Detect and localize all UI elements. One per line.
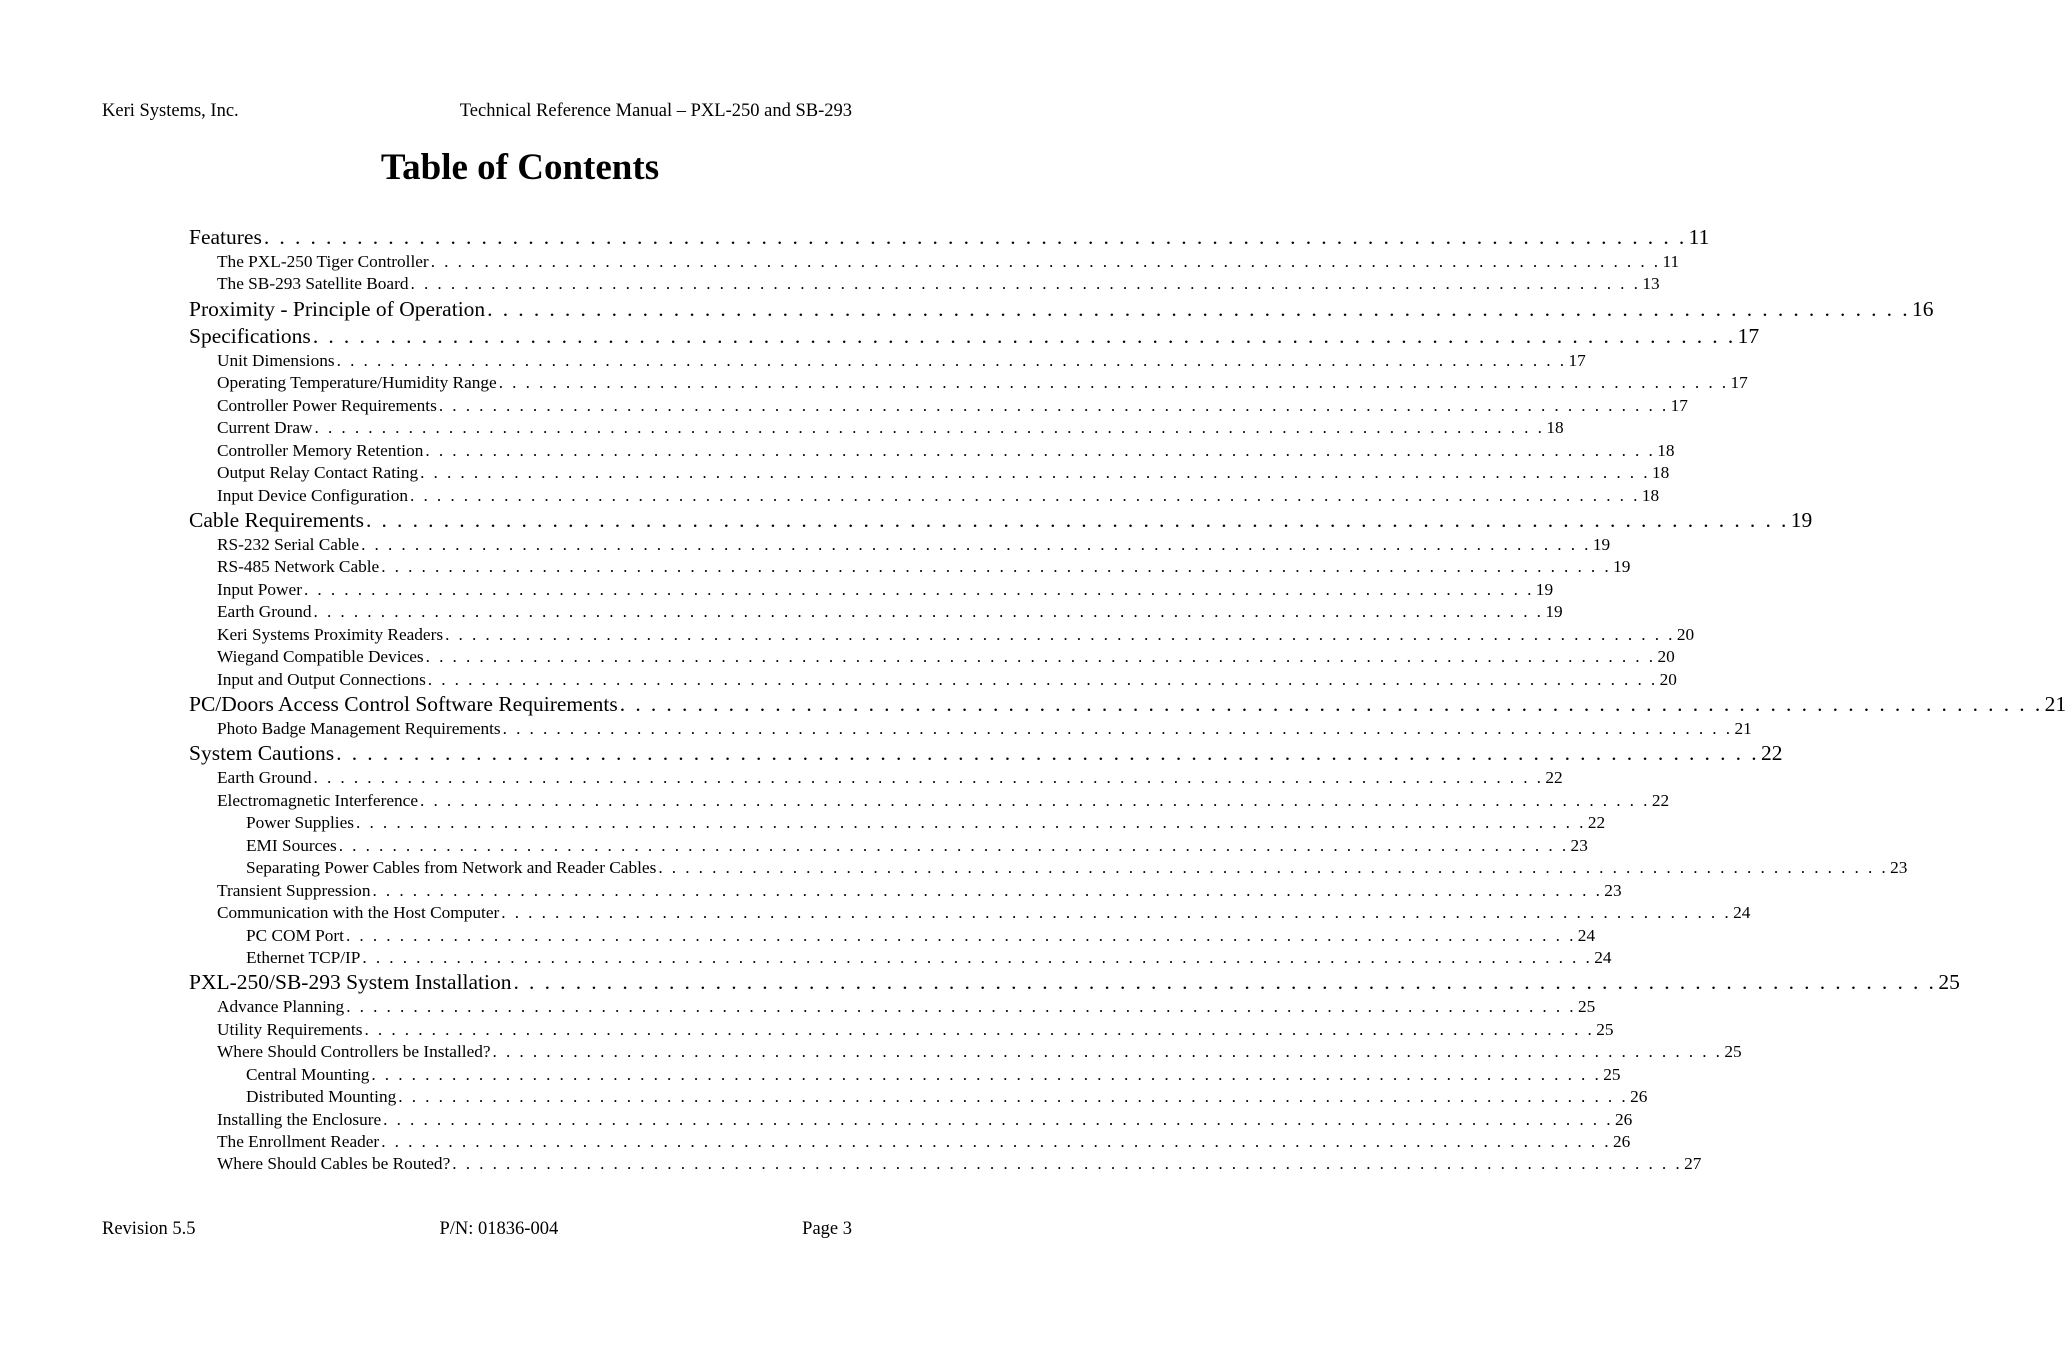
toc-entry-page: 18	[1641, 485, 1660, 505]
toc-leader-dots: . . . . . . . . . . . . . . . . . . . . . . . . . . . . . . . . . . . . . . . . . . . . . . . . . . . . . . . . . . . . . . . . . . . . . . . . . . . . . . . . . . . . . . . . . . . .	[313, 602, 1544, 622]
page-header	[102, 100, 852, 122]
toc-leader-dots: . . . . . . . . . . . . . . . . . . . . . . . . . . . . . . . . . . . . . . . . . . . . . . . . . . . . . . . . . . . . . . . . . . . . . . . . . . . . . . . . . . . . . . . . . . . .	[427, 669, 1658, 689]
toc-entry[interactable]	[189, 880, 1622, 902]
toc-entry[interactable]	[189, 1086, 1648, 1108]
toc-entry-title: The Enrollment Reader	[217, 1132, 380, 1151]
toc-entry[interactable]	[189, 440, 1675, 462]
toc-entry[interactable]	[189, 579, 1554, 601]
toc-leader-dots: . . . . . . . . . . . . . . . . . . . . . . . . . . . . . . . . . . . . . . . . . . . . . . . . . . . . . . . . . . . . . . . . . . . . . . . . . . . . . . . . . . . . . . . . . . . .	[438, 395, 1669, 415]
toc-entry[interactable]	[189, 534, 1611, 556]
toc-leader-dots: . . . . . . . . . . . . . . . . . . . . . . . . . . . . . . . . . . . . . . . . . . . . . . . . . . . . . . . . . . . . . . . . . . . . . . . . . . . . . . . . . . . . . . . . . . . .	[410, 274, 1641, 294]
toc-entry-page: 23	[1890, 858, 1908, 878]
header-manual-title: Technical Reference Manual – PXL-250 and SB-293	[459, 101, 852, 121]
toc-entry-page: 27	[1684, 1154, 1702, 1174]
toc-entry-title: RS-232 Serial Cable	[217, 534, 360, 554]
toc-leader-dots: . . . . . . . . . . . . . . . . . . . . . . . . . . . . . . . . . . . . . . . . . . . . . . . . . . . . . . . . . . . . . . . . . . . . . . . . . . . . . . . . . . . . . . . . . . . .	[502, 719, 1733, 738]
toc-entry[interactable]	[189, 417, 1564, 439]
toc-entry-page: 19	[1592, 534, 1611, 554]
toc-entry[interactable]	[189, 902, 1751, 924]
toc-entry-page: 17	[1737, 323, 1760, 348]
toc-entry[interactable]	[189, 947, 1612, 969]
toc-leader-dots: . . . . . . . . . . . . . . . . . . . . . . . . . . . . . . . . . . . . . . . . . . . . . . . . . . . . . . . . . . . . . . . . . . . . . . . . . . . . . . . . . . . . . . . . . . . .	[513, 970, 1937, 995]
toc-leader-dots: . . . . . . . . . . . . . . . . . . . . . . . . . . . . . . . . . . . . . . . . . . . . . . . . . . . . . . . . . . . . . . . . . . . . . . . . . . . . . . . . . . . . . . . . . . . .	[362, 947, 1593, 967]
toc-entry-title: Electromagnetic Interference	[217, 790, 419, 810]
toc-entry-page: 16	[1912, 296, 1934, 321]
toc-leader-dots: . . . . . . . . . . . . . . . . . . . . . . . . . . . . . . . . . . . . . . . . . . . . . . . . . . . . . . . . . . . . . . . . . . . . . . . . . . . . . . . . . . . . . . . . . . . .	[445, 624, 1675, 644]
toc-entry-title: Input and Output Connections	[217, 669, 426, 689]
toc-entry-title: Power Supplies	[246, 813, 355, 833]
toc-leader-dots: . . . . . . . . . . . . . . . . . . . . . . . . . . . . . . . . . . . . . . . . . . . . . . . . . . . . . . . . . . . . . . . . . . . . . . . . . . . . . . . . . . . . . . . . . . . .	[313, 768, 1544, 788]
toc-entry-page: 18	[1651, 463, 1670, 483]
toc-leader-dots: . . . . . . . . . . . . . . . . . . . . . . . . . . . . . . . . . . . . . . . . . . . . . . . . . . . . . . . . . . . . . . . . . . . . . . . . . . . . . . . . . . . . . . . . . . . .	[492, 1042, 1723, 1062]
toc-entry-page: 20	[1657, 647, 1675, 667]
toc-entry[interactable]	[189, 251, 1680, 273]
toc-entry-page: 18	[1657, 440, 1675, 460]
toc-entry[interactable]	[189, 224, 1710, 251]
toc-entry[interactable]	[189, 1064, 1621, 1086]
toc-entry[interactable]	[189, 646, 1675, 668]
toc-leader-dots: . . . . . . . . . . . . . . . . . . . . . . . . . . . . . . . . . . . . . . . . . . . . . . . . . . . . . . . . . . . . . . . . . . . . . . . . . . . . . . . . . . . . . . . . . . . .	[346, 997, 1577, 1017]
toc-leader-dots: . . . . . . . . . . . . . . . . . . . . . . . . . . . . . . . . . . . . . . . . . . . . . . . . . . . . . . . . . . . . . . . . . . . . . . . . . . . . . . . . . . . . . . . . . . . .	[336, 741, 1759, 766]
toc-entry-page: 25	[1724, 1042, 1742, 1062]
toc-entry[interactable]	[189, 485, 1660, 507]
toc-entry-page: 13	[1642, 274, 1660, 294]
toc-entry-title: Installing the Enclosure	[217, 1109, 382, 1129]
toc-entry-title: PXL-250/SB-293 System Installation	[189, 970, 512, 995]
toc-entry[interactable]	[189, 740, 1783, 767]
toc-leader-dots: . . . . . . . . . . . . . . . . . . . . . . . . . . . . . . . . . . . . . . . . . . . . . . . . . . . . . . . . . . . . . . . . . . . . . . . . . . . . . . . . . . . . . . . . . . . .	[430, 252, 1661, 271]
toc-entry-title: Transient Suppression	[217, 880, 371, 900]
toc-entry[interactable]	[189, 462, 1670, 484]
toc-leader-dots: . . . . . . . . . . . . . . . . . . . . . . . . . . . . . . . . . . . . . . . . . . . . . . . . . . . . . . . . . . . . . . . . . . . . . . . . . . . . . . . . . . . . . . . . . . . .	[498, 373, 1729, 393]
toc-entry[interactable]	[189, 1131, 1631, 1153]
toc-entry-title: Earth Ground	[217, 602, 312, 622]
toc-entry[interactable]	[189, 507, 1813, 534]
toc-leader-dots: . . . . . . . . . . . . . . . . . . . . . . . . . . . . . . . . . . . . . . . . . . . . . . . . . . . . . . . . . . . . . . . . . . . . . . . . . . . . . . . . . . . . . . . . . . . .	[303, 579, 1534, 599]
toc-leader-dots: . . . . . . . . . . . . . . . . . . . . . . . . . . . . . . . . . . . . . . . . . . . . . . . . . . . . . . . . . . . . . . . . . . . . . . . . . . . . . . . . . . . . . . . . . . . .	[314, 418, 1545, 438]
toc-leader-dots: . . . . . . . . . . . . . . . . . . . . . . . . . . . . . . . . . . . . . . . . . . . . . . . . . . . . . . . . . . . . . . . . . . . . . . . . . . . . . . . . . . . . . . . . . . . .	[361, 534, 1591, 554]
toc-entry[interactable]	[189, 296, 1934, 323]
toc-entry-title: Wiegand Compatible Devices	[217, 647, 424, 667]
toc-entry-page: 22	[1760, 741, 1783, 766]
toc-entry-title: Earth Ground	[217, 768, 312, 788]
toc-entry-page: 25	[1578, 997, 1596, 1017]
toc-leader-dots: . . . . . . . . . . . . . . . . . . . . . . . . . . . . . . . . . . . . . . . . . . . . . . . . . . . . . . . . . . . . . . . . . . . . . . . . . . . . . . . . . . . . . . . . . . . .	[420, 790, 1650, 810]
page-footer	[102, 1218, 852, 1240]
footer-revision: Revision 5.5	[102, 1219, 196, 1239]
toc-entry-title: Unit Dimensions	[217, 350, 335, 370]
toc-entry[interactable]	[189, 323, 1760, 350]
toc-leader-dots: . . . . . . . . . . . . . . . . . . . . . . . . . . . . . . . . . . . . . . . . . . . . . . . . . . . . . . . . . . . . . . . . . . . . . . . . . . . . . . . . . . . . . . . . . . . .	[381, 557, 1612, 577]
toc-leader-dots: . . . . . . . . . . . . . . . . . . . . . . . . . . . . . . . . . . . . . . . . . . . . . . . . . . . . . . . . . . . . . . . . . . . . . . . . . . . . . . . . . . . . . . . . . . . .	[372, 880, 1603, 900]
toc-entry-page: 22	[1545, 768, 1563, 788]
toc-entry-page: 17	[1730, 373, 1748, 393]
toc-entry-page: 24	[1577, 925, 1596, 945]
toc-entry-title: Utility Requirements	[217, 1019, 363, 1039]
toc-entry-title: Controller Memory Retention	[217, 440, 424, 460]
toc-entry-title: Where Should Controllers be Installed?	[217, 1042, 491, 1062]
toc-entry[interactable]	[189, 969, 1960, 996]
toc-entry-page: 25	[1938, 970, 1960, 995]
toc-leader-dots: . . . . . . . . . . . . . . . . . . . . . . . . . . . . . . . . . . . . . . . . . . . . . . . . . . . . . . . . . . . . . . . . . . . . . . . . . . . . . . . . . . . . . . . . . . . .	[398, 1087, 1629, 1107]
toc-entry[interactable]	[189, 395, 1688, 417]
toc-leader-dots: . . . . . . . . . . . . . . . . . . . . . . . . . . . . . . . . . . . . . . . . . . . . . . . . . . . . . . . . . . . . . . . . . . . . . . . . . . . . . . . . . . . . . . . . . . . .	[381, 1132, 1612, 1151]
toc-entry-title: Photo Badge Management Requirements	[217, 719, 501, 738]
toc-entry-title: Keri Systems Proximity Readers	[217, 624, 444, 644]
toc-entry-page: 22	[1587, 813, 1606, 833]
toc-entry[interactable]	[189, 601, 1563, 623]
toc-leader-dots: . . . . . . . . . . . . . . . . . . . . . . . . . . . . . . . . . . . . . . . . . . . . . . . . . . . . . . . . . . . . . . . . . . . . . . . . . . . . . . . . . . . . . . . . . . . .	[364, 1019, 1595, 1039]
toc-entry[interactable]	[189, 996, 1596, 1018]
table-of-contents	[189, 224, 2066, 1176]
toc-entry-title: RS-485 Network Cable	[217, 557, 380, 577]
toc-leader-dots: . . . . . . . . . . . . . . . . . . . . . . . . . . . . . . . . . . . . . . . . . . . . . . . . . . . . . . . . . . . . . . . . . . . . . . . . . . . . . . . . . . . . . . . . . . . .	[365, 507, 1789, 532]
toc-entry-title: Cable Requirements	[189, 507, 364, 532]
footer-part-number: P/N: 01836-004	[439, 1219, 559, 1239]
toc-leader-dots: . . . . . . . . . . . . . . . . . . . . . . . . . . . . . . . . . . . . . . . . . . . . . . . . . . . . . . . . . . . . . . . . . . . . . . . . . . . . . . . . . . . . . . . . . . . .	[420, 463, 1650, 483]
toc-entry-page: 19	[1613, 557, 1631, 577]
toc-entry-page: 11	[1688, 225, 1710, 249]
header-company: Keri Systems, Inc.	[102, 101, 239, 121]
toc-entry-page: 23	[1604, 880, 1622, 900]
toc-entry-title: Communication with the Host Computer	[217, 903, 500, 923]
toc-entry-title: Specifications	[189, 323, 311, 348]
toc-leader-dots: . . . . . . . . . . . . . . . . . . . . . . . . . . . . . . . . . . . . . . . . . . . . . . . . . . . . . . . . . . . . . . . . . . . . . . . . . . . . . . . . . . . . . . . . . . . .	[487, 296, 1910, 321]
toc-entry-title: Current Draw	[217, 418, 313, 438]
toc-entry[interactable]	[189, 691, 2066, 718]
toc-entry-title: EMI Sources	[246, 835, 337, 855]
toc-leader-dots: . . . . . . . . . . . . . . . . . . . . . . . . . . . . . . . . . . . . . . . . . . . . . . . . . . . . . . . . . . . . . . . . . . . . . . . . . . . . . . . . . . . . . . . . . . . .	[345, 925, 1576, 945]
toc-leader-dots: . . . . . . . . . . . . . . . . . . . . . . . . . . . . . . . . . . . . . . . . . . . . . . . . . . . . . . . . . . . . . . . . . . . . . . . . . . . . . . . . . . . . . . . . . . . .	[501, 903, 1732, 923]
toc-leader-dots: . . . . . . . . . . . . . . . . . . . . . . . . . . . . . . . . . . . . . . . . . . . . . . . . . . . . . . . . . . . . . . . . . . . . . . . . . . . . . . . . . . . . . . . . . . . .	[410, 485, 1640, 505]
toc-entry-title: Distributed Mounting	[246, 1087, 397, 1107]
toc-entry-page: 19	[1790, 507, 1813, 532]
toc-entry-title: PC COM Port	[246, 925, 344, 945]
toc-entry-page: 25	[1596, 1019, 1614, 1039]
toc-entry-title: Input Device Configuration	[217, 485, 409, 505]
toc-leader-dots: . . . . . . . . . . . . . . . . . . . . . . . . . . . . . . . . . . . . . . . . . . . . . . . . . . . . . . . . . . . . . . . . . . . . . . . . . . . . . . . . . . . . . . . . . . . .	[312, 323, 1736, 348]
toc-entry-page: 25	[1603, 1064, 1621, 1084]
toc-entry[interactable]	[189, 1019, 1614, 1041]
toc-entry[interactable]	[189, 835, 1588, 857]
toc-entry-title: Controller Power Requirements	[217, 395, 437, 415]
toc-entry-title: Input Power	[217, 579, 302, 599]
toc-entry-title: System Cautions	[189, 741, 335, 766]
toc-entry-title: Ethernet TCP/IP	[246, 947, 361, 967]
toc-entry-title: Proximity - Principle of Operation	[189, 296, 486, 321]
toc-entry-page: 26	[1613, 1132, 1631, 1151]
toc-leader-dots: . . . . . . . . . . . . . . . . . . . . . . . . . . . . . . . . . . . . . . . . . . . . . . . . . . . . . . . . . . . . . . . . . . . . . . . . . . . . . . . . . . . . . . . . . . . .	[619, 692, 2043, 716]
toc-entry[interactable]	[189, 790, 1670, 812]
toc-entry[interactable]	[189, 624, 1695, 646]
toc-leader-dots: . . . . . . . . . . . . . . . . . . . . . . . . . . . . . . . . . . . . . . . . . . . . . . . . . . . . . . . . . . . . . . . . . . . . . . . . . . . . . . . . . . . . . . . . . . . .	[658, 858, 1889, 878]
toc-entry[interactable]	[189, 556, 1631, 578]
toc-entry[interactable]	[189, 857, 1908, 879]
toc-entry-title: The PXL-250 Tiger Controller	[217, 252, 429, 271]
toc-entry[interactable]	[189, 718, 1752, 740]
toc-entry-title: Output Relay Contact Rating	[217, 463, 419, 483]
toc-leader-dots: . . . . . . . . . . . . . . . . . . . . . . . . . . . . . . . . . . . . . . . . . . . . . . . . . . . . . . . . . . . . . . . . . . . . . . . . . . . . . . . . . . . . . . . . . . . .	[425, 647, 1656, 667]
toc-entry-page: 22	[1651, 790, 1670, 810]
toc-entry[interactable]	[189, 1041, 1742, 1063]
toc-leader-dots: . . . . . . . . . . . . . . . . . . . . . . . . . . . . . . . . . . . . . . . . . . . . . . . . . . . . . . . . . . . . . . . . . . . . . . . . . . . . . . . . . . . . . . . . . . . .	[371, 1064, 1602, 1084]
toc-entry[interactable]	[189, 767, 1563, 789]
toc-entry[interactable]	[189, 812, 1606, 834]
toc-leader-dots: . . . . . . . . . . . . . . . . . . . . . . . . . . . . . . . . . . . . . . . . . . . . . . . . . . . . . . . . . . . . . . . . . . . . . . . . . . . . . . . . . . . . . . . . . . . .	[383, 1109, 1613, 1129]
toc-entry-page: 20	[1659, 669, 1677, 689]
toc-leader-dots: . . . . . . . . . . . . . . . . . . . . . . . . . . . . . . . . . . . . . . . . . . . . . . . . . . . . . . . . . . . . . . . . . . . . . . . . . . . . . . . . . . . . . . . . . . . .	[263, 225, 1687, 249]
toc-entry-page: 20	[1676, 624, 1695, 644]
toc-entry-title: The SB-293 Satellite Board	[217, 274, 409, 294]
toc-entry-page: 19	[1545, 602, 1563, 622]
toc-entry[interactable]	[189, 372, 1748, 394]
toc-leader-dots: . . . . . . . . . . . . . . . . . . . . . . . . . . . . . . . . . . . . . . . . . . . . . . . . . . . . . . . . . . . . . . . . . . . . . . . . . . . . . . . . . . . . . . . . . . . .	[425, 440, 1656, 460]
toc-leader-dots: . . . . . . . . . . . . . . . . . . . . . . . . . . . . . . . . . . . . . . . . . . . . . . . . . . . . . . . . . . . . . . . . . . . . . . . . . . . . . . . . . . . . . . . . . . . .	[452, 1154, 1683, 1174]
toc-entry-page: 26	[1630, 1087, 1648, 1107]
toc-entry[interactable]	[189, 1109, 1633, 1131]
toc-leader-dots: . . . . . . . . . . . . . . . . . . . . . . . . . . . . . . . . . . . . . . . . . . . . . . . . . . . . . . . . . . . . . . . . . . . . . . . . . . . . . . . . . . . . . . . . . . . .	[338, 835, 1569, 855]
toc-leader-dots: . . . . . . . . . . . . . . . . . . . . . . . . . . . . . . . . . . . . . . . . . . . . . . . . . . . . . . . . . . . . . . . . . . . . . . . . . . . . . . . . . . . . . . . . . . . .	[356, 813, 1586, 833]
toc-entry-page: 26	[1614, 1109, 1633, 1129]
toc-entry-page: 23	[1570, 835, 1588, 855]
toc-leader-dots: . . . . . . . . . . . . . . . . . . . . . . . . . . . . . . . . . . . . . . . . . . . . . . . . . . . . . . . . . . . . . . . . . . . . . . . . . . . . . . . . . . . . . . . . . . . .	[336, 350, 1567, 370]
toc-entry-title: Where Should Cables be Routed?	[217, 1154, 451, 1174]
toc-entry-page: 24	[1594, 947, 1612, 967]
footer-page-number: Page 3	[802, 1219, 852, 1239]
toc-entry-title: Separating Power Cables from Network and Reader Cables	[246, 858, 657, 878]
toc-entry-title: Advance Planning	[217, 997, 345, 1017]
toc-entry-page: 17	[1670, 395, 1688, 415]
toc-entry-title: Central Mounting	[246, 1064, 370, 1084]
toc-entry[interactable]	[189, 350, 1586, 372]
toc-entry-title: Features	[189, 225, 262, 249]
toc-entry-page: 24	[1733, 903, 1751, 923]
toc-entry[interactable]	[189, 273, 1660, 295]
toc-entry-title: Operating Temperature/Humidity Range	[217, 373, 497, 393]
toc-entry-page: 17	[1568, 350, 1586, 370]
toc-entry-page: 21	[2044, 692, 2066, 716]
toc-entry-page: 19	[1535, 579, 1554, 599]
page-title: Table of Contents	[380, 147, 660, 188]
toc-entry-title: PC/Doors Access Control Software Requirements	[189, 692, 618, 716]
toc-entry[interactable]	[189, 1153, 1702, 1175]
toc-entry-page: 18	[1546, 418, 1564, 438]
toc-entry-page: 21	[1734, 719, 1752, 738]
toc-entry-page: 11	[1662, 252, 1680, 271]
toc-entry[interactable]	[189, 925, 1596, 947]
toc-entry[interactable]	[189, 669, 1677, 691]
